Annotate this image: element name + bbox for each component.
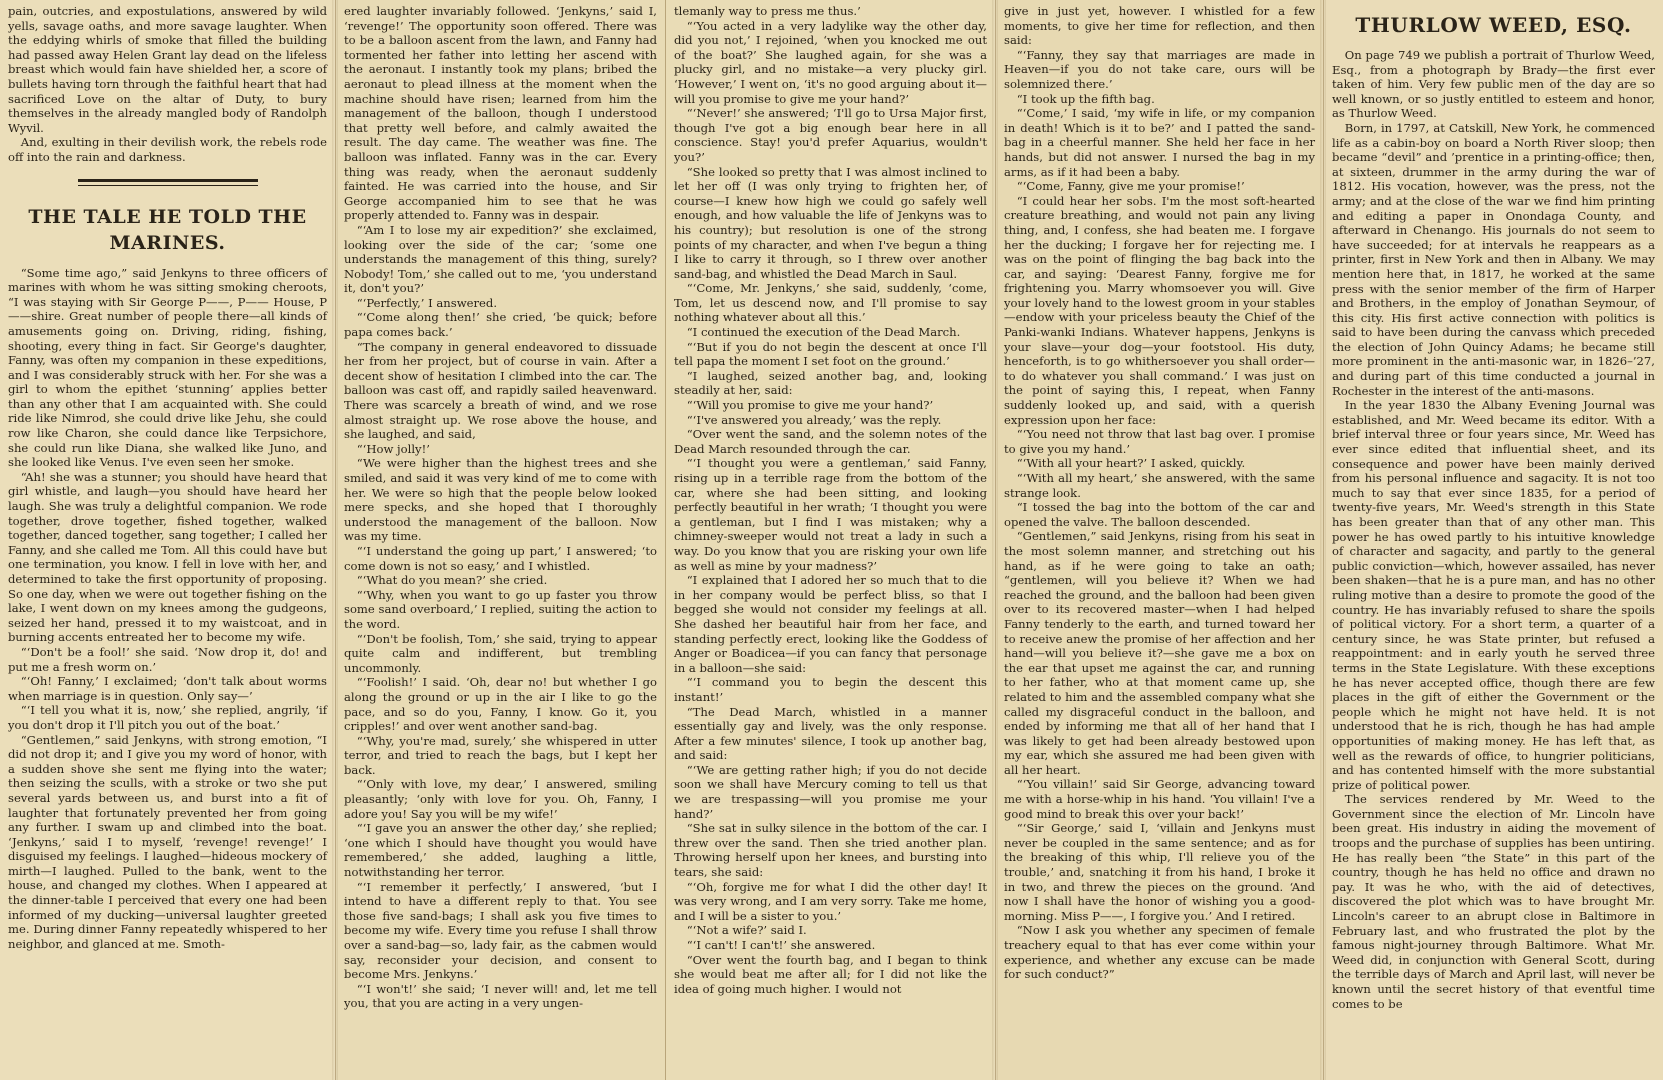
tale-paragraph: “‘I understand the going up part,’ I answered; ‘to come down is not so easy,’ and I whistled. [344, 543, 657, 573]
column-3 [665, 0, 995, 1080]
tale-paragraph: “Gentlemen,” said Jenkyns, rising from his seat in the most solemn manner, and stretching out his hand, as if he were going to take an oath; “gentlemen, will you believe it? When we had reached the ground, and the balloon had been given over to its recovered master—when I had helped Fanny tenderly to the earth, and turned toward her to receive anew the promise of her affection and her hand—will you believe it?—she gave me a box on the ear that upset me against the car, and running to her father, who at that moment came up, she related to him and the assembled company what she called my disgraceful conduct in the balloon, and ended by informing me that all of her hand that I was likely to get had been already bestowed upon my ear, which she assured me had been given with all her heart. [1004, 529, 1315, 777]
article-ending-paragraph: pain, outcries, and expostulations, answered by wild yells, savage oaths, and more savage laughter. When the eddying whirls of smoke that filled the building had passed away Helen Grant lay dead on the lifeless breast which would fain have shielded her, a score of bullets having torn through the faithful heart that had sacrificed Love on the altar of Duty, to bury themselves in the already mangled body of Randolph Wyvil. [8, 4, 327, 135]
column-1 [0, 0, 335, 1080]
tale-paragraph: “‘Only with love, my dear,’ I answered, smiling pleasantly; ‘only with love for you. Oh, Fanny, I adore you! Say you will be my wife!’ [344, 777, 657, 821]
paper-fold [332, 0, 338, 1080]
column-5 [1323, 0, 1663, 1080]
paper-fold [992, 0, 998, 1080]
tale-paragraph: “‘With all your heart?’ I asked, quickly. [1016, 456, 1246, 471]
tale-paragraph: “She sat in sulky silence in the bottom of the car. I threw over the sand. Then she tried another plan. Throwing herself upon her knees, and bursting into tears, she said: [674, 821, 987, 880]
tale-paragraph: “I explained that I adored her so much that to die in her company would be perfect bliss, so that I begged she would not consider my feelings at all. She dashed her beautiful hair from her face, and standing perfectly erect, looking like the Goddess of Anger or Boadicea—if you can fancy that personage in a balloon—she said: [674, 573, 987, 675]
tale-paragraph: “‘Why, when you want to go up faster you throw some sand overboard,’ I replied, suiting the action to the word. [344, 587, 657, 631]
tale-paragraph: “‘I can't! I can't!’ she answered. [686, 938, 876, 952]
tale-paragraph: “‘Not a wife?’ said I. [686, 923, 807, 938]
tale-paragraph: “‘With all my heart,’ she answered, with the same strange look. [1004, 471, 1315, 500]
tale-paragraph: “She looked so pretty that I was almost inclined to let her off (I was only trying to frighten her, of course—I knew how high we could go safely well enough, and how valuable the life of Jenkyns was to his country); but resolution is one of the strong points of my character, and when I've begun a thing I like to carry it through, so I threw over another sand-bag, and whistled the Dead March in Saul. [674, 164, 987, 281]
tale-paragraph: “‘Fanny, they say that marriages are made in Heaven—if you do not take care, ours will be solemnized there.’ [1004, 47, 1315, 91]
tale-paragraph: “I laughed, seized another bag, and, looking steadily at her, said: [674, 368, 987, 398]
weed-paragraph: In the year 1830 the Albany Evening Journal was established, and Mr. Weed became its editor. With a brief interval three or four years since, Mr. Weed has ever since edited that influential sheet, and its consequence and power have been mainly derived from his personal influence and sagacity. It is not too much to say that ever since 1835, for a period of twenty-five years, Mr. Weed's strength in this State has been greater than that of any other man. This power he has owed partly to his intuitive knowledge of character and sagacity, and partly to the general public conviction—which, however assailed, has never been shaken—that he is a pure man, and has no other ruling motive than a desire to promote the good of the country. He has invariably refused to share the spoils of political victory. For a short term, a quarter of a century since, he was State printer, but refused a reappointment: and in early youth he served three terms in the State Legislature. With these exceptions he has never accepted office, though there are few places in the gift of either the Government or the people which he might not have held. It is not understood that he is rich, though he has had ample opportunities of making money. He has left that, as well as the rewards of office, to hungrier politicians, and has contented himself with the more substantial prize of political power. [1332, 398, 1655, 792]
tale-paragraph: “Some time ago,” said Jenkyns to three officers of marines with whom he was sitting smoking cheroots, “I was staying with Sir George P——, P—— House, P——shire. Great number of people there—all kinds of amusements going on. Driving, riding, fishing, shooting, every thing in fact. Sir George's daughter, Fanny, was often my companion in these expeditions, and I was considerably struck with her. For she was a girl to whom the epithet ‘stunning’ applies better than any other that I am acquainted with. She could ride like Nimrod, she could drive like Jehu, she could row like Charon, she could dance like Terpsichore, she could run like Diana, she walked like Juno, and she looked like Venus. I've even seen her smoke. [8, 265, 327, 470]
tale-paragraph: “‘Never!’ she answered; ‘I'll go to Ursa Major first, though I've got a big enough bear here in all conscience. Stay! you'd prefer Aquarius, wouldn't you?’ [674, 106, 987, 164]
tale-paragraph: “‘Don't be foolish, Tom,’ she said, trying to appear quite calm and indifferent, but trembling uncommonly. [344, 631, 657, 675]
tale-paragraph: “‘I gave you an answer the other day,’ she replied; ‘one which I should have thought you would have remembered,’ she added, laughing a little, notwithstanding her terror. [344, 821, 657, 880]
tale-paragraph: “‘You acted in a very ladylike way the other day, did you not,’ I rejoined, ‘when you knocked me out of the boat?’ She laughed again, for she was a plucky girl, and no mistake—a very plucky girl. ‘However,’ I went on, ‘it's no good arguing about it—will you promise to give me your hand?’ [674, 18, 987, 106]
tale-paragraph: “‘I command you to begin the descent this instant!’ [674, 675, 987, 704]
tale-paragraph: tlemanly way to press me thus.’ [674, 4, 861, 18]
tale-headline: THE TALE HE TOLD THE MARINES. [28, 205, 307, 254]
weed-paragraph: Born, in 1797, at Catskill, New York, he commenced life as a cabin-boy on board a North River sloop; then became “devil” and ’prentice in a printing-office; then, at sixteen, drummer in the army during the war of 1812. His vocation, however, was the press, not the army; and at the close of the war we find him printing and editing a paper in Onondaga County, and afterward in Chenango. His journals do not seem to have succeeded; for at intervals he reappears as a printer, first in New York and then in Albany. We may mention here that, in 1817, he worked at the same press with the senior member of the firm of Harper and Brothers, in the employ of Jonathan Seymour, of this city. His first active connection with politics is said to have been during the canvass which preceded the election of John Quincy Adams; he became still more prominent in the anti-masonic war, in 1826–’27, and during part of this time conducted a journal in Rochester in the interest of the anti-masons. [1332, 120, 1655, 398]
tale-paragraph: “Gentlemen,” said Jenkyns, with strong emotion, “I did not drop it; and I give you my word of honor, with a sudden shove she sent me flying into the water; then seizing the sculls, with a stroke or two she put several yards between us, and burst into a fit of laughter that fortunately prevented her from going any further. I swam up and climbed into the boat. ‘Jenkyns,’ said I to myself, ‘revenge! revenge!’ I disguised my feelings. I laughed—hideous mockery of mirth—I laughed. Pulled to the bank, went to the house, and changed my clothes. When I appeared at the dinner-table I perceived that every one had been informed of my ducking—universal laughter greeted me. During dinner Fanny repeatedly whispered to her neighbor, and glanced at me. Smoth- [8, 732, 327, 951]
tale-paragraph: “‘Will you promise to give me your hand?’ [686, 398, 934, 413]
tale-paragraph: “‘I've answered you already,’ was the reply. [686, 412, 942, 427]
tale-paragraph: “‘I remember it perfectly,’ I answered, ‘but I intend to have a different reply to that. You see those five sand-bags; I shall ask you five times to become my wife. Every time you refuse I shall throw over a sand-bag—so, lady fair, as the cabmen would say, reconsider your decision, and consent to become Mrs. Jenkyns.’ [344, 879, 657, 982]
tale-paragraph: “‘I tell you what it is, now,’ she replied, angrily, ‘if you don't drop it I'll pitch you out of the boat.’ [8, 703, 327, 732]
tale-paragraph: “I could hear her sobs. I'm the most soft-hearted creature breathing, and would not pain any living thing, and, I confess, she had beaten me. I forgave her the ducking; I forgave her for rejecting me. I was on the point of flinging the bag back into the car, and saying: ‘Dearest Fanny, forgive me for frightening you. Marry whomsoever you will. Give your lovely hand to the lowest groom in your stables—endow with your priceless beauty the Chief of the Panki-wanki Indians. Whatever happens, Jenkyns is your slave—your dog—your footstool. His duty, henceforth, is to go whithersoever you shall order—to do whatever you shall command.’ I was just on the point of saying this, I repeat, when Fanny suddenly looked up, and said, with a querish expression upon her face: [1004, 193, 1315, 427]
tale-paragraph: “‘What do you mean?’ she cried. [356, 573, 548, 588]
tale-paragraph: “Now I ask you whether any specimen of female treachery equal to that has ever come within your experience, and whether any excuse can be made for such conduct?” [1004, 923, 1315, 982]
tale-paragraph: “I tossed the bag into the bottom of the car and opened the valve. The balloon descended. [1004, 500, 1315, 529]
weed-paragraph: On page 749 we publish a portrait of Thurlow Weed, Esq., from a photograph by Brady—the first ever taken of him. Very few public men of the day are so well known, or so justly entitled to esteem and honor, as Thurlow Weed. [1332, 48, 1655, 121]
tale-paragraph: “We were higher than the highest trees and she smiled, and said it was very kind of me to come with her. We were so high that the people below looked mere specks, and she hoped that I thoroughly understood the management of the balloon. Now was my time. [344, 456, 657, 544]
tale-paragraph: “Over went the fourth bag, and I began to think she would beat me after all; for I did not like the idea of going much higher. I would not [674, 952, 987, 996]
tale-paragraph: “‘You need not throw that last bag over. I promise to give you my hand.’ [1004, 427, 1315, 456]
tale-paragraph: “‘Don't be a fool!’ she said. ‘Now drop it, do! and put me a fresh worm on.’ [8, 644, 327, 674]
tale-paragraph: “‘You villain!’ said Sir George, advancing toward me with a horse-whip in his hand. ‘You villain! I've a good mind to break this over your back!’ [1004, 777, 1315, 821]
tale-paragraph: give in just yet, however. I whistled for a few moments, to give her time for reflection, and then said: [1004, 4, 1315, 48]
tale-paragraph: “‘Come along then!’ she cried, ‘be quick; before papa comes back.’ [344, 310, 657, 340]
column-4 [995, 0, 1323, 1080]
tale-paragraph: “‘Oh! Fanny,’ I exclaimed; ‘don't talk about worms when marriage is in question. Only say—’ [8, 674, 327, 703]
tale-paragraph: “Over went the sand, and the solemn notes of the Dead March resounded through the car. [674, 427, 987, 456]
tale-paragraph: “‘I won't!’ she said; ‘I never will! and, let me tell you, that you are acting in a very ungen- [344, 981, 657, 1011]
tale-paragraph: “I took up the fifth bag. [1016, 91, 1155, 106]
tale-paragraph: “‘Am I to lose my air expedition?’ she exclaimed, looking over the side of the car; ‘some one understands the management of this thing, surely? Nobody! Tom,’ she called out to me, ‘you understand it, don't you?’ [344, 222, 657, 296]
tale-paragraph: “‘Foolish!’ I said. ‘Oh, dear no! but whether I go along the ground or up in the air I like to go the pace, and so do you, Fanny, I know. Go it, you cripples!’ and over went another sand-bag. [344, 675, 657, 734]
tale-paragraph: “The company in general endeavored to dissuade her from her project, but of course in vain. After a decent show of hesitation I climbed into the car. The balloon was cast off, and rapidly sailed heavenward. There was scarcely a breath of wind, and we rose almost straight up. We rose above the house, and she laughed, and said, [344, 339, 657, 442]
tale-paragraph: “‘We are getting rather high; if you do not decide soon we shall have Mercury coming to tell us that we are trespassing—will you promise me your hand?’ [674, 762, 987, 821]
tale-paragraph: “‘Oh, forgive me for what I did the other day! It was very wrong, and I am very sorry. Take me home, and I will be a sister to you.’ [674, 879, 987, 923]
tale-paragraph: “‘Come, Fanny, give me your promise!’ [1016, 179, 1245, 194]
tale-paragraph: “‘But if you do not begin the descent at once I'll tell papa the moment I set foot on the ground.’ [674, 339, 987, 369]
tale-paragraph: “Ah! she was a stunner; you should have heard that girl whistle, and laugh—you should have heard her laugh. She was truly a delightful companion. We rode together, drove together, fished together, walked together, danced together, sang together; I called her Fanny, and she called me Tom. All this could have but one termination, you know. I fell in love with her, and determined to take the first opportunity of proposing. So one day, when we were out together fishing on the lake, I went down on my knees among the gudgeons, seized her hand, pressed it to my waistcoat, and in burning accents entreated her to become my wife. [8, 469, 327, 645]
article-ending-last-line: And, exulting in their devilish work, the rebels rode off into the rain and darkness. [8, 135, 327, 164]
column-2 [335, 0, 665, 1080]
weed-headline: THURLOW WEED, ESQ. [1355, 13, 1632, 37]
tale-paragraph: “‘Why, you're mad, surely,’ she whispered in utter terror, and tried to reach the bags, but I kept her back. [344, 733, 657, 777]
tale-body-col1 [8, 266, 327, 952]
tale-paragraph: “I continued the execution of the Dead March. [686, 325, 961, 340]
tale-paragraph: ered laughter invariably followed. ‘Jenkyns,’ said I, ‘revenge!’ The opportunity soon offered. There was to be a balloon ascent from the lawn, and Fanny had tormented her father into letting her ascend with the aeronaut. I instantly took my plans; bribed the aeronaut to plead illness at the moment when the machine should have risen; learned from him the management of the balloon, though I understood that pretty well before, and calmly awaited the result. The day came. The weather was fine. The balloon was inflated. Fanny was in the car. Every thing was ready, when the aeronaut suddenly fainted. He was carried into the house, and Sir George accompanied him to see that he was properly attended to. Fanny was in despair. [344, 4, 657, 223]
section-divider [78, 179, 258, 186]
tale-paragraph: “‘Come,’ I said, ‘my wife in life, or my companion in death! Which is it to be?’ and I patted the sand-bag in a cheerful manner. She held her face in her hands, but did not answer. I nursed the bag in my arms, as if it had been a baby. [1004, 106, 1315, 179]
tale-paragraph: “‘How jolly!’ [356, 441, 430, 456]
tale-paragraph: “‘I thought you were a gentleman,’ said Fanny, rising up in a terrible rage from the bottom of the car, where she had been sitting, and looking perfectly beautiful in her wrath; ‘I thought you were a gentleman, but I find I was mistaken; why a chimney-sweeper would not treat a lady in such a way. Do you know that you are risking your own life as well as mine by your madness?’ [674, 456, 987, 573]
tale-paragraph: “‘Sir George,’ said I, ‘villain and Jenkyns must never be coupled in the same sentence; and as for the breaking of this whip, I'll relieve you of the trouble,’ and, snatching it from his hand, I broke it in two, and threw the pieces on the ground. ‘And now I shall have the honor of wishing you a good-morning. Miss P——, I forgive you.’ And I retired. [1004, 821, 1315, 923]
tale-paragraph: “‘Come, Mr. Jenkyns,’ she said, suddenly, ‘come, Tom, let us descend now, and I'll promise to say nothing whatever about all this.’ [674, 281, 987, 325]
tale-paragraph: “The Dead March, whistled in a manner essentially gay and lively, was the only response. After a few minutes' silence, I took up another bag, and said: [674, 704, 987, 763]
weed-paragraph: The services rendered by Mr. Weed to the Government since the election of Mr. Lincoln have been great. His industry in aiding the movement of troops and the purchase of supplies has been untiring. He has really been “the State” in this part of the country, though he has held no office and drawn no pay. It was he who, with the aid of detectives, discovered the plot which was to have brought Mr. Lincoln's career to an abrupt close in Baltimore in February last, and who frustrated the plot by the famous night-journey through Baltimore. What Mr. Weed did, in conjunction with General Scott, during the terrible days of March and April last, will never be known until the secret history of that eventful time comes to be [1332, 792, 1655, 1011]
tale-paragraph: “‘Perfectly,’ I answered. [356, 295, 498, 310]
paper-fold [1320, 0, 1326, 1080]
